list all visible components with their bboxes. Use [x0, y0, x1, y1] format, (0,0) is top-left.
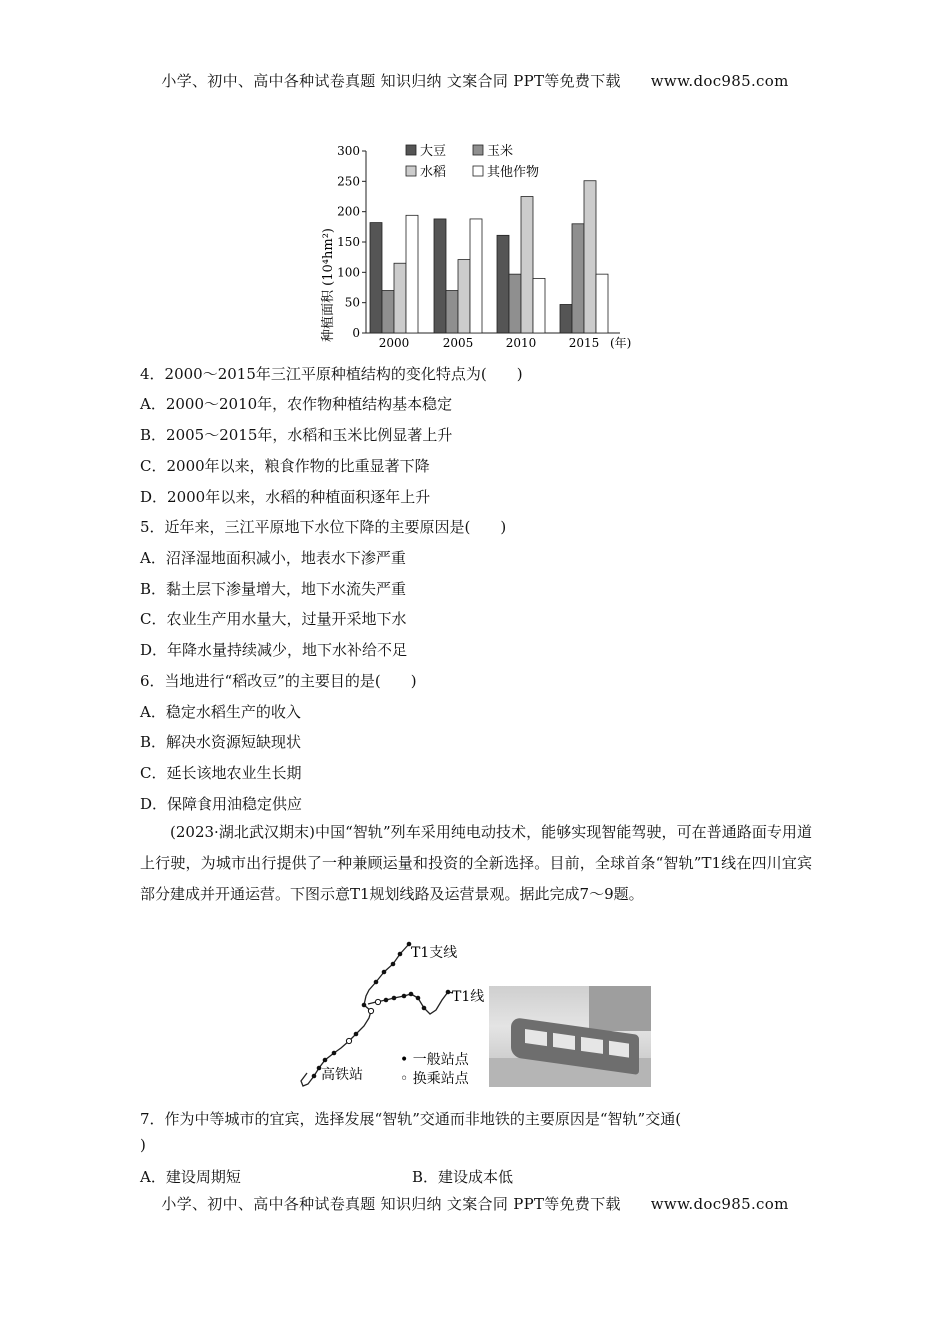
passage-text: (2023·湖北武汉期末)中国“智轨”列车采用纯电动技术，能够实现智能驾驶，可在普通路面专用道上行驶，为城市出行提供了一种兼顾运量和投资的全新选择。目前，全球首条“智轨”T1线在四川宜宾部分建成并开通运营。下图示意T1规划线路及运营景观。据此完成7～9题。	[140, 823, 812, 903]
q6-option-d: D．保障食用油稳定供应	[140, 795, 303, 813]
chart-legend	[406, 143, 539, 180]
q5-option-a: A．沼泽湿地面积减小，地表水下渗严重	[140, 549, 406, 567]
bar-大豆-2010	[497, 235, 509, 333]
q7-stem-end: )	[140, 1136, 146, 1154]
t1-branch-label: T1支线	[411, 945, 458, 961]
q7-option-b: B．建设成本低	[412, 1168, 514, 1186]
y-tick-label: 0	[352, 326, 360, 340]
y-tick-label: 150	[337, 235, 360, 249]
q5-option-d: D．年降水量持续减少，地下水补给不足	[140, 641, 408, 659]
bar-水稻-2010	[521, 197, 533, 334]
tram-photo	[489, 986, 651, 1087]
bar-玉米-2005	[446, 291, 458, 333]
bar-水稻-2015	[584, 181, 596, 333]
q5-option-c: C．农业生产用水量大，过量开采地下水	[140, 610, 407, 628]
legend-label-玉米: 玉米	[487, 144, 514, 159]
q6-option-b: B．解决水资源短缺现状	[140, 733, 302, 751]
bar-玉米-2015	[572, 224, 584, 333]
header-site: www.doc985.com	[650, 72, 789, 90]
y-tick-label: 300	[337, 144, 360, 158]
x-tick-label: 2005	[442, 336, 474, 350]
q4-stem: 4．2000～2015年三江平原种植结构的变化特点为( )	[140, 365, 523, 383]
legend-swatch-其他作物	[473, 166, 483, 176]
x-tick-label: 2000	[378, 336, 410, 350]
y-tick-label: 50	[344, 295, 360, 310]
q4-option-a: A．2000～2010年，农作物种植结构基本稳定	[140, 395, 453, 413]
legend-transfer-station: ◦ 换乘站点	[400, 1071, 469, 1087]
x-unit-label: (年)	[610, 336, 632, 350]
q6-stem: 6．当地进行“稻改豆”的主要目的是( )	[140, 672, 417, 690]
high-speed-station-label: 高铁站	[321, 1067, 363, 1083]
legend-label-其他作物: 其他作物	[487, 165, 540, 180]
bar-玉米-2010	[509, 274, 521, 333]
q7-stem: 7．作为中等城市的宜宾，选择发展“智轨”交通而非地铁的主要原因是“智轨”交通(	[140, 1110, 682, 1128]
footer-site: www.doc985.com	[650, 1195, 789, 1213]
legend-swatch-大豆	[406, 145, 416, 155]
bar-水稻-2005	[458, 260, 470, 333]
crop-area-chart	[318, 140, 638, 355]
q6-option-c: C．延长该地农业生长期	[140, 764, 302, 782]
legend-swatch-玉米	[473, 145, 483, 155]
x-tick-label: 2010	[505, 336, 537, 350]
t1-line-label: T1线	[452, 989, 485, 1005]
bar-大豆-2005	[434, 219, 446, 333]
q5-option-b: B．黏土层下渗量增大，地下水流失严重	[140, 580, 407, 598]
q4-option-c: C．2000年以来，粮食作物的比重显著下降	[140, 457, 430, 475]
page-header	[0, 70, 950, 91]
legend-label-大豆: 大豆	[420, 144, 447, 159]
y-tick-label: 100	[337, 265, 360, 280]
bar-其他作物-2000	[406, 215, 418, 333]
legend-general-station: • 一般站点	[400, 1052, 469, 1068]
page-footer	[0, 1193, 950, 1214]
chart-y-label: 种植面积 (10⁴hm²)	[321, 228, 336, 342]
bar-大豆-2015	[560, 304, 572, 333]
x-tick-label: 2015	[568, 336, 600, 350]
footer-text: 小学、初中、高中各种试卷真题 知识归纳 文案合同 PPT等免费下载	[161, 1195, 621, 1213]
bar-其他作物-2010	[533, 278, 545, 333]
y-tick-label: 200	[337, 204, 360, 219]
q7-option-a: A．建设周期短	[140, 1168, 241, 1186]
legend-swatch-水稻	[406, 166, 416, 176]
bar-其他作物-2015	[596, 274, 608, 333]
t1-route-map	[296, 938, 496, 1093]
q4-option-b: B．2005～2015年，水稻和玉米比例显著上升	[140, 426, 453, 444]
bar-大豆-2000	[370, 223, 382, 333]
legend-label-水稻: 水稻	[420, 165, 447, 180]
chart-bars	[370, 181, 608, 333]
bar-玉米-2000	[382, 291, 394, 333]
photo-building	[589, 986, 651, 1031]
q6-option-a: A．稳定水稻生产的收入	[140, 703, 301, 721]
y-tick-label: 250	[337, 174, 360, 189]
bar-水稻-2000	[394, 263, 406, 333]
bar-其他作物-2005	[470, 219, 482, 333]
q4-option-d: D．2000年以来，水稻的种植面积逐年上升	[140, 488, 431, 506]
header-text: 小学、初中、高中各种试卷真题 知识归纳 文案合同 PPT等免费下载	[161, 72, 621, 90]
q5-stem: 5．近年来，三江平原地下水位下降的主要原因是( )	[140, 518, 507, 536]
